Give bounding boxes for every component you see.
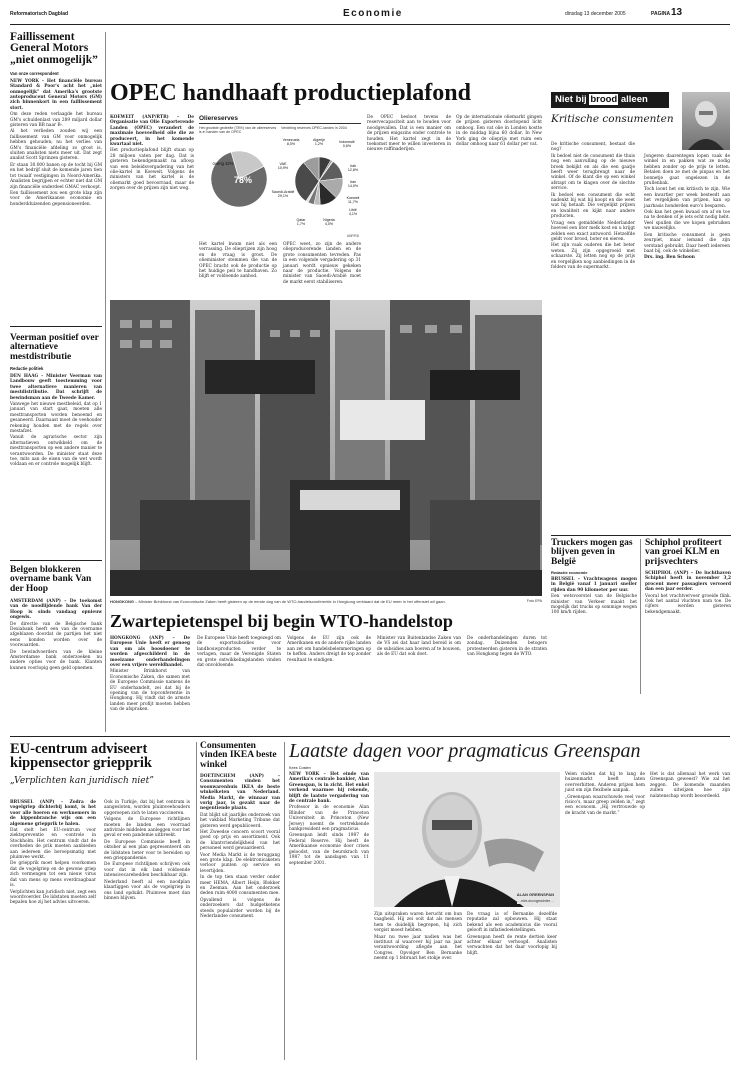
pie2-cat-label: Irak — [350, 164, 356, 168]
opec-col3: OPEC weet, zo zijn de andere olieproducerende landen en de grote consumenten tevreden. Pas in een volgende vergadering op 31 januari wordt opnieuw gekeken naar de productie. Volgens de minister van Saoedi-Arabië moet de markt eerst stabiliseren. — [283, 242, 361, 285]
belgen-article: Belgen blokkeren overname bank Van der Hoop AMSTERDAM (ANP) – De toekomst van de noodlijdende bank Van der Hoop is sinds vandaag opnieuw ongewis. De directie van de Belgische bank Dexiabank heeft een van de overname afgeblazen doordat de partijen het niet eens konden worden over de voorwaarden. De bewindvoerders van de kleine Amsterdamse bank onderzoeken nu andere opties voor de bank. Klanten kunnen voorlopig geen geld opnemen. — [10, 565, 102, 671]
schiphol-headline: Schiphol profiteert van groei KLM en prijsvechters — [645, 538, 722, 567]
column-headline: Kritische consumenten — [551, 113, 674, 125]
gm-byline: Van onze correspondent — [10, 70, 59, 76]
photo-name: ALAN GREENSPAN — [516, 892, 554, 897]
chart1-caption: Het grootste gedeelte (78%) van de oliereserves is in handen van de OPEC — [199, 126, 277, 135]
pie2-cat-label: Indonesië — [339, 140, 355, 144]
column-col1: De kritische consument, bestaat die nog? Ik bedoel niet de consument die thuis nog een aanvulling op de nieuwe broek bekijkt en als die een gaatje heeft weer terugbrengt naar de winkel. Of de klant die op een winkel afstapt om te klagen over de slechte service. Ik bedoel een consument die echt nadenkt bij wat hij koopt en die weet wat hij betaalt. Die vergelijkt prijzen en kwaliteit en kijkt naar andere producten. Vraag een gemiddelde Nederlander hoeveel een liter melk kost en u krijgt zelden een exact antwoord. Hetzelfde geldt voor brood, boter en eieren. Het zijn vaak ouderen die het beter weten. Zij zijn opgegroeid met schaarste. Zij letten nog op de prijs en vergelijken nog aanbiedingen in de folders van de supermarkt. — [551, 142, 635, 270]
opec-col1: KOEWEIT (ANP/RTR) – De Organisatie van Olie Exporterende Landen (OPEC) verandert de maximale hoeveelheid olie die ze produceert, in het komende kwartaal niet. Het productieplafond blijft staan op 28 miljoen vaten per dag. Dat is gisteren bekendgemaakt na afloop van een beleidsvergadering van het olie-kartel in Koeweit. Volgens de ministers van het kartel is de oliemarkt goed bevoorraad, maar de zorgen over de prijzen zijn niet weg. — [110, 115, 194, 192]
gm-headline: Faillissement General Motors „niet onmogelijk” — [10, 31, 98, 66]
pie2-value-label: 11,7% — [348, 200, 358, 205]
pie2-cat-label: VAE — [279, 162, 287, 166]
ikea-headline: Consumenten vinden IKEA beste winkel — [200, 741, 277, 770]
opec-headline: OPEC handhaaft productieplafond — [110, 80, 471, 106]
pie1-label-overig: overig 22% — [212, 161, 234, 166]
author-photo — [682, 92, 730, 150]
truckers-headline: Truckers mogen gas blijven geven in België — [551, 538, 633, 567]
truckers-article: Truckers mogen gas blijven geven in België Redactie economie BRUSSEL – Vrachtwagens mogen in België vanaf 1 januari sneller rijden dan 90 kilometer per uur. Een wetsvoorstel van de Belgische minister van Verkeer maakt het mogelijk dat trucks op sommige wegen 100 km/h rijden. — [551, 538, 637, 616]
masthead-name: Reformatorisch Dagblad — [10, 11, 69, 17]
page-header — [10, 8, 730, 24]
page-number: 13 — [671, 7, 683, 18]
pie2-cat-label: Saoedi-Arabië — [271, 190, 295, 194]
gm-lede: NEW YORK – Het financiële bureau Standard & Poor's acht het „niet onmogelijk” dat Amerika's grootste autoproducent General Motors (GM) zich binnenkort in een faillissement stort. — [10, 78, 102, 111]
eu-headline: EU-centrum adviseert kippensector griepprik — [10, 741, 152, 772]
pie2-value-label: 29,1% — [277, 194, 289, 199]
pie2-value-label: 0,6% — [342, 144, 352, 149]
pie2-cat-label: Iran — [349, 180, 357, 184]
pie2-value-label: 10,9% — [277, 166, 289, 171]
pie2-cat-label: Nigeria — [323, 218, 335, 222]
opinion-column — [551, 92, 731, 532]
column-tag: Niet bij brood alleen — [551, 92, 669, 108]
pie2-cat-label: Venezuela — [282, 138, 300, 142]
eu-article — [10, 742, 192, 786]
opec-col2: Het kartel kwam niet als een verrassing. De olieprijzen zijn hoog en de vraag is groot. De olieminister stemmen die van de OPEC bracht ook de productie op het huidige peil te handhaven. Zo blijft er voldoende aanbod. — [199, 242, 277, 280]
greenspan-portrait-icon — [374, 772, 560, 907]
pie2-value-label: 8,0% — [286, 142, 296, 147]
chart-canvas — [199, 135, 361, 239]
opec-col5: Op de internationale oliemarkt gingen de prijzen gisteren doorlopend licht omhoog. Een vat olie in Londen kostte in de middag bijna 60 dollar. In New York ging de olieprijs met ruim een dollar omhoog naar 61 dollar per vat. — [456, 115, 542, 148]
author-portrait-icon — [682, 92, 730, 150]
greenspan-headline: Laatste dagen voor pragmaticus Greenspan — [289, 740, 641, 762]
chart-title: Oliereserves — [199, 115, 361, 124]
pie2-cat-label: Qatar — [296, 218, 306, 222]
opec-col4: De OPEC besloot tevens de reservecapaciteit aan te houden voor noodgevallen. Dat is een manier om de prijzen enigszins onder controle te houden. Het kartel zegt in de toekomst meer te willen investeren in nieuwe raffinaderijen. — [367, 115, 451, 153]
page-label: PAGINA — [651, 11, 671, 17]
hongkong-photo — [110, 300, 542, 596]
eu-pullquote: „Verplichten kan juridisch niet” — [10, 776, 154, 787]
ikea-article: Consumenten vinden IKEA beste winkel DOETINCHEM (ANP) – Consumenten vinden het woonwarenhuis IKEA de beste winkelketen van Nederland. Media Markt, de winnaar van vorig jaar, is gezakt naar de negentiende plaats. Dat blijkt uit jaarlijks onderzoek van het vakblad Marketing Tribune dat gisteren werd gepubliceerd. Het Zweedse concern scoort vooral goed op prijs en assortiment. Ook de klantvriendelijkheid van het personeel werd gewaardeerd. Voor Media Markt is de teruggang een grote klap. De elektronicaketen verloor punten op service en levertijden. In de top tien staan verder onder meer HEMA, Albert Heijn, Blokker en Zeeman. Aan het onderzoek deden ruim 4000 consumenten mee. Opvallend is volgens de onderzoekers dat budgetketens steeds populairder worden bij de Nederlandse consument. — [200, 741, 280, 920]
veerman-headline: Veerman positief over alternatieve mestdistributie — [10, 333, 99, 362]
pie2-value-label: 4,1% — [348, 212, 358, 217]
veerman-article: Veerman positief over alternatieve mestdistributie Redactie politiek DEN HAAG – Minister Veerman van Landbouw geeft toestemming voor twee alternatieve manieren van mestdistributie. Dat schrijft de bewindsman aan de Tweede Kamer. Vanwege het nieuwe mestbeleid, dat op 1 januari van start gaat, moeten alle mesttransporten worden benoemd en gesaneerd. Daarnaast moet de veehouder rekening houden met de regels over mestafzet. Vanuit de agrarische sector zijn alternatieven ontwikkeld om de mesttransporten op een andere manier te verantwoorden. De minister staat deze toe, mits aan de eisen van de wet wordt voldaan en er controle mogelijk blijft. — [10, 333, 102, 468]
pie2-cat-label: Algerije — [313, 138, 325, 142]
chart2-caption: Verdeling reserves OPEC-landen in 2004 — [281, 126, 347, 130]
greenspan-byline: Kees Costen — [289, 766, 311, 770]
pie2-value-label: 14,0% — [347, 184, 359, 189]
chart-source: ANP/RD — [346, 234, 359, 238]
pie2-cat-label: Koeweit — [346, 196, 360, 200]
wto-headline: Zwartepietenspel bij begin WTO-handelstop — [110, 611, 453, 631]
pie2-value-label: 1,2% — [314, 142, 324, 147]
section-title: Economie — [343, 8, 403, 19]
column-author: Drs. ing. Ben Schoon — [644, 255, 695, 261]
pie2-cat-label: Libië — [349, 208, 357, 212]
street-scene-icon — [110, 300, 542, 596]
header-rule — [10, 24, 730, 25]
page-date: dinsdag 13 december 2005 — [565, 11, 626, 17]
pie2-value-label: 12,8% — [347, 168, 359, 173]
gm-article: Faillissement General Motors „niet onmogelijk” Van onze correspondent NEW YORK – Het financiële bureau Standard & Poor's acht het „niet onmogelijk” dat Amerika's grootste autoproducent General Motors (GM) zich binnenkort in een faillissement stort. Om deze reden verlaagde het bureau GM's schuldenlast van 289 miljard dollar gisteren van BB naar B-. Al het verlieden zouden wij een faillissement van GM voor onmogelijk hebben gehouden; nu het verlies van GM's financiële afdeling zo groot is, sluiten analisten niets meer uit. Dat zegt analist Scott Sprinzen gisteren. Er staan 30.000 banen op de tocht bij GM en het bedrijf sluit de komende jaren tien tot twaalf vestigingen in Noord-Amerika. Analisten begrijpen er echter niet dat GM zijn financiële onderdeel GMAC verkoopt. Een faillissement zou een grote klap zijn voor de Amerikaanse economie en honderdduizenden gepensioneerden. — [10, 31, 102, 207]
pie2-value-label: 4,0% — [324, 222, 334, 227]
pie2-value-label: 1,7% — [296, 222, 306, 227]
column-col2: Jongeren daarentegen lopen vaak de winkel in en pakken wat ze nodig hebben zonder op de prijs te letten. Betalen doen ze met de pinpas en het bonnetje gaat ongelezen in de prullenbak. Toch loont het om kritisch te zijn. Wie een kwartier per week besteedt aan het vergelijken van prijzen, kan op jaarbasis honderden euro's besparen. Ook kan het geen kwaad om af en toe na te denken of je iets echt nodig hebt. Veel spullen die we kopen gebruiken we nauwelijks. Een kritische consument is geen zeurpiet, maar iemand die zijn verstand gebruikt. Daar heeft iedereen baat bij, ook de winkelier. Drs. ing. Ben Schoon — [644, 154, 730, 261]
oil-reserves-chart — [199, 115, 361, 239]
belgen-headline: Belgen blokkeren overname bank Van der Hoop — [10, 565, 92, 594]
schiphol-article: Schiphol profiteert van groei KLM en prijsvechters SCHIPHOL (ANP) – De luchthaven Schiphol heeft in november 3,2 procent meer passagiers vervoerd dan een jaar eerder. Vooral het vrachtvervoer groeide flink. Ook het aantal vluchten nam toe. De cijfers werden gisteren bekendgemaakt. — [645, 538, 731, 615]
photo-caption: HONGKONG – Minister Brinkhorst van Economische Zaken heeft gisteren op de eerste dag van de WTO-handelsconferentie in Hongkong verklaard dat de EU meer in het offensief wil gaan. Foto EPA — [110, 599, 542, 604]
pie1-label-opec: 78% — [233, 175, 253, 185]
greenspan-photo: ALAN GREENSPAN …niet-doorgewinter… — [374, 772, 560, 907]
veerman-byline: Redactie politiek — [10, 365, 44, 371]
